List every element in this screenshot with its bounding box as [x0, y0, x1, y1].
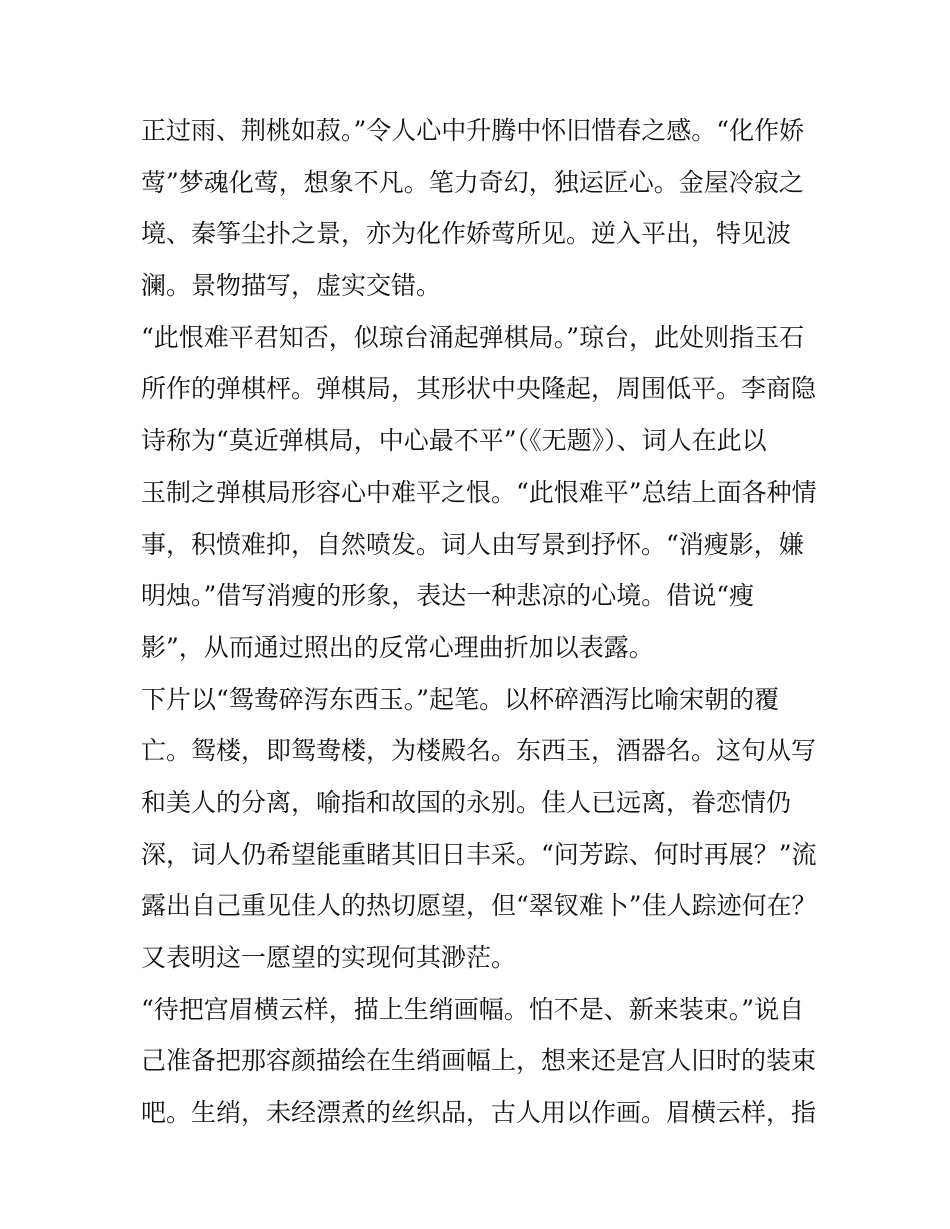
text-line: 明烛。”借写消瘦的形象，表达一种悲凉的心境。借说“瘦	[141, 581, 755, 611]
text-line: 深，词人仍希望能重睹其旧日丰采。“问芳踪、何时再展？”流	[141, 839, 817, 869]
text-line: 己准备把那容颜描绘在生绡画幅上，想来还是宫人旧时的装束	[141, 1046, 817, 1076]
text-line: 影”，从而通过照出的反常心理曲折加以表露。	[141, 632, 654, 662]
text-line: 诗称为“莫近弹棋局，中心最不平”（《无题》）、词人在此以	[141, 426, 767, 456]
text-line: 吧。生绡，未经漂煮的丝织品，古人用以作画。眉横云样，指	[141, 1098, 817, 1128]
text-line: 又表明这一愿望的实现何其渺茫。	[141, 943, 517, 972]
text-line: 下片以“鸳鸯碎泻东西玉。”起笔。以杯碎酒泻比喻宋朝的覆	[141, 684, 780, 714]
text-line: “待把宫眉横云样，描上生绡画幅。怕不是、新来装束。”说自	[141, 994, 805, 1024]
text-line: 莺”梦魂化莺，想象不凡。笔力奇幻，独运匠心。金屋冷寂之	[141, 167, 804, 197]
text-line: 澜。景物描写，虚实交错。	[141, 271, 442, 301]
text-line: 亡。鸳楼，即鸳鸯楼，为楼殿名。东西玉，酒器名。这句从写	[141, 736, 817, 766]
text-line: 正过雨、荆桃如菽。”令人心中升腾中怀旧惜春之感。“化作娇	[141, 116, 805, 145]
text-line: “此恨难平君知否，似琼台涌起弹棋局。”琼台，此处则指玉石	[141, 322, 805, 352]
text-line: 事，积愤难抑，自然喷发。词人由写景到抒怀。“消瘦影，嫌	[141, 529, 804, 559]
document-body	[141, 112, 817, 1146]
text-line: 玉制之弹棋局形容心中难平之恨。“此恨难平”总结上面各种情	[141, 477, 817, 507]
text-line: 和美人的分离，喻指和故国的永别。佳人已远离，眷恋情仍	[141, 787, 792, 817]
text-line: 所作的弹棋枰。弹棋局，其形状中央隆起，周围低平。李商隐	[141, 374, 817, 404]
text-line: 露出自己重见佳人的热切愿望，但“翠钗难卜”佳人踪迹何在？	[141, 891, 817, 921]
text-line: 境、秦筝尘扑之景，亦为化作娇莺所见。逆入平出，特见波	[141, 219, 792, 249]
